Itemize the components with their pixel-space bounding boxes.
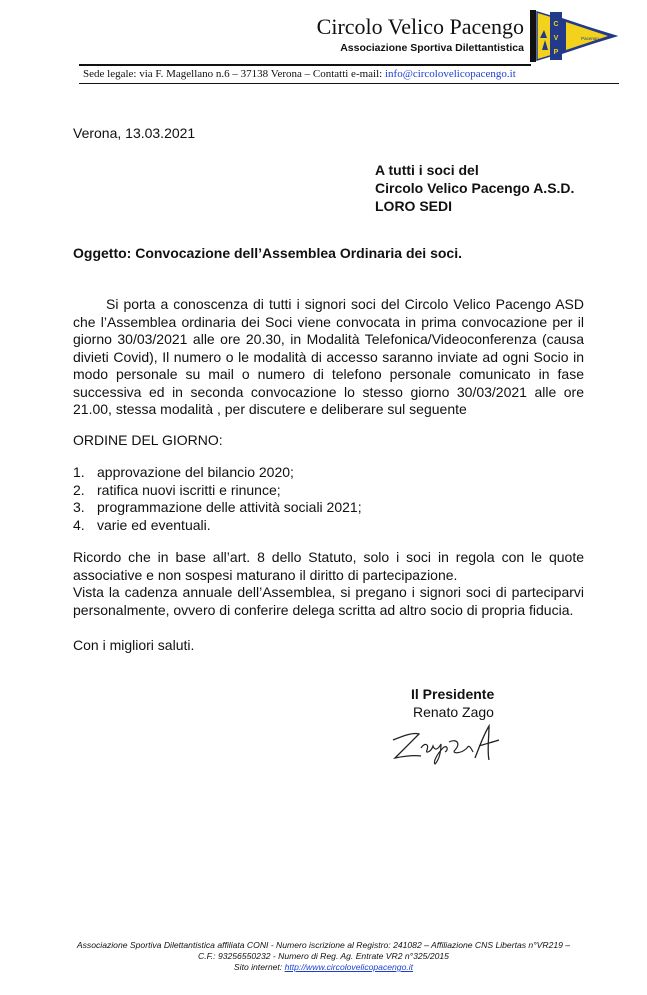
addressee-block — [375, 161, 574, 215]
agenda-item — [73, 517, 362, 535]
seat-contact-line — [83, 68, 516, 80]
footer-line: Associazione Sportiva Dilettantistica affiliata CONI - Numero iscrizione al Registro: 241082 – Affiliazione CNS Libertas n°VR219 – — [76, 940, 571, 950]
paragraph-statute: Ricordo che in base all’art. 8 dello Statuto, solo i soci in regola con le quote associative e non sospesi maturano il diritto di partecipazione. — [73, 549, 584, 583]
signer-name: Renato Zago — [413, 704, 494, 720]
logo-letter-p: P — [553, 49, 559, 56]
agenda-item-text: programmazione delle attività sociali 2021; — [97, 499, 362, 515]
subject-line: Oggetto: Convocazione dell’Assemblea Ordinaria dei soci. — [73, 245, 462, 261]
agenda-item-number: 4. — [73, 516, 85, 533]
agenda-item — [73, 464, 362, 482]
seat-divider — [79, 83, 619, 84]
agenda-item-number: 2. — [73, 481, 85, 498]
org-subtitle: Associazione Sportiva Dilettantistica — [340, 42, 524, 54]
agenda-item-number: 1. — [73, 464, 85, 480]
footer-site-line — [0, 962, 647, 973]
email-link[interactable]: info@circolovelicopacengo.it — [384, 68, 516, 80]
org-name: Circolo Velico Pacengo — [316, 14, 524, 39]
club-burgee-logo — [530, 10, 618, 62]
closing-greeting: Con i migliori saluti. — [73, 637, 195, 653]
place-date: Verona, 13.03.2021 — [73, 125, 196, 141]
paragraphs-participation — [73, 549, 584, 619]
agenda-item-text: approvazione del bilancio 2020; — [97, 464, 294, 480]
addressee-line: Circolo Velico Pacengo A.S.D. — [375, 180, 575, 196]
header-divider — [79, 64, 531, 66]
footer — [0, 940, 647, 973]
logo-letter-c: C — [553, 21, 559, 28]
addressee-line: A tutti i soci del — [375, 162, 479, 178]
letterhead — [0, 0, 647, 80]
logo-tag: Pacengo — [581, 36, 599, 41]
paragraph-convocation: Si porta a conoscenza di tutti i signori soci del Circolo Velico Pacengo ASD che l’Assemblea ordinaria dei Soci viene convocata in prima convocazione per il giorno 30/03/2021 alle ore 20.30, in Modalità Telefonica/Videoconferenza (causa divieti Covid), Il numero o le modalità di accesso saranno inviate ad ogni Socio in modo personale su mail o numero di telefono personale comunicato in fase successiva ed in seconda convocazione lo stesso giorno 30/03/2021 alle ore 21.00, stessa modalità , per discutere e deliberare sul seguente — [73, 296, 584, 417]
footer-site-label: Sito internet: — [233, 962, 285, 972]
agenda-item-text: varie ed eventuali. — [97, 516, 211, 533]
agenda-item-number: 3. — [73, 499, 85, 515]
footer-line: C.F.: 93256550232 - Numero di Reg. Ag. Entrate VR2 n°325/2015 — [198, 951, 449, 961]
agenda-list — [73, 464, 362, 534]
seat-address: Sede legale: via F. Magellano n.6 – 37138 Verona – Contatti e-mail: — [83, 68, 385, 80]
agenda-item-text: ratifica nuovi iscritti e rinunce; — [97, 481, 281, 498]
agenda-item — [73, 482, 362, 500]
agenda-title: ORDINE DEL GIORNO: — [73, 432, 223, 448]
logo-letter-v: V — [553, 35, 559, 42]
addressee-line: LORO SEDI — [375, 198, 453, 214]
website-link[interactable]: http://www.circolovelicopacengo.it — [284, 962, 414, 972]
handwritten-signature — [385, 718, 505, 768]
signer-title: Il Presidente — [411, 686, 495, 702]
paragraph-delegation: Vista la cadenza annuale dell’Assemblea, si pregano i signori soci di parteciparvi personalmente, ovvero di conferire delega scritta ad altro socio di propria fiducia. — [73, 584, 584, 618]
agenda-item — [73, 499, 362, 517]
